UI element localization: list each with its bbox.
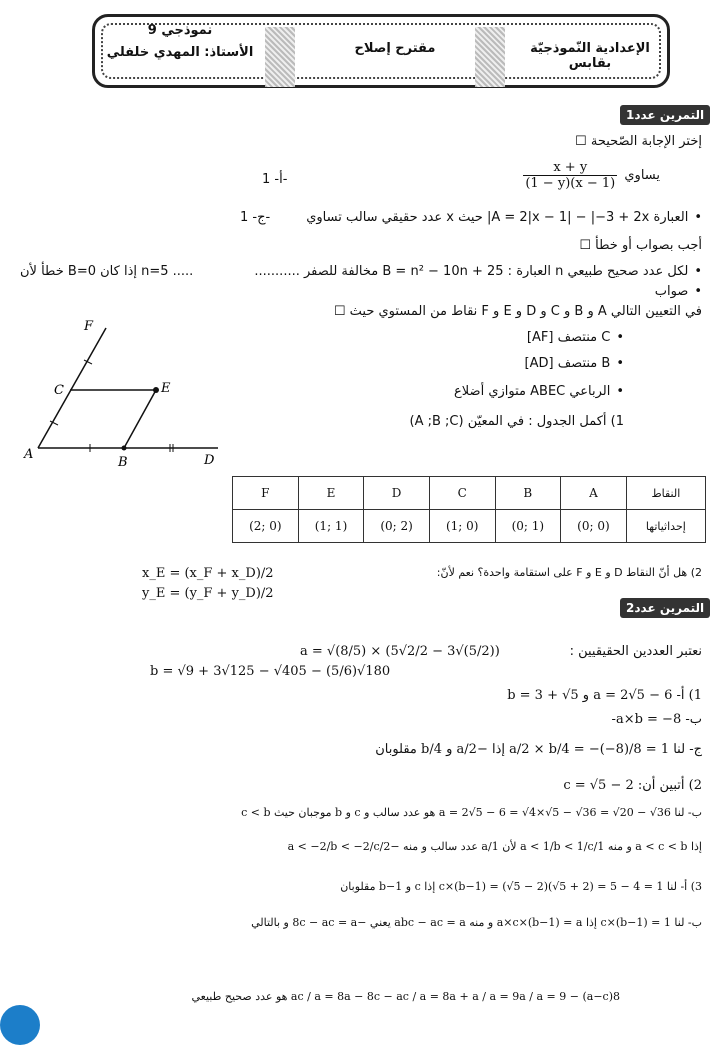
header-separator [265,27,295,87]
ex2-line-4: 2) أتبين أن: c = √5 − 2 [563,778,702,793]
xE-formula: x_E = (x_F + x_D)/2 [142,566,274,581]
table-row-label: إحداثياتها [626,510,705,543]
exercise-1-label: التمرين عدد1 [620,105,710,125]
table-cell: (2 ;0) [364,510,430,543]
table-cell: (1 ;0) [495,510,561,543]
label-F: F [84,319,94,334]
geo-item-2-text: B منتصف [AD] [524,356,611,371]
label-B: B [118,455,128,470]
coordinates-table [232,476,706,543]
choose-instruction: إختر الإجابة الصّحيحة ☐ [575,134,702,149]
ex2-line-5: ب- لنا a = 2√5 − 6 = √4×√5 − √36 = √20 − √36 هو عدد سالب و c و b موجبان حيث c < b [241,806,702,819]
table-header-cell: D [364,477,430,510]
table-header-cell: النقاط [626,477,705,510]
ex2-line-2: ب- a×b = −8- [611,712,702,727]
choose-text: إختر الإجابة الصّحيحة [590,134,702,149]
tf2-line [655,284,702,299]
q1-text: يساوي [624,168,660,183]
a-definition: a = √(8/5) × (5√2/2 − 3√(5/2)) [300,644,500,659]
geo-item-2 [525,356,624,371]
geo-intro-text: في التعيين التالي A و B و C و D و E و F نقاط من المستوي حيث [349,304,702,319]
q2-line [306,210,702,225]
geo-item-4: 1) أكمل الجدول : في المعيّن (A ;B ;C) [409,414,624,429]
point-E [153,387,159,393]
table-header-cell: E [298,477,364,510]
table-header-cell: B [495,477,561,510]
q2-answer: ج- 1- [240,210,271,225]
line-AF [38,328,106,448]
geo-item-3 [454,384,624,399]
geo-intro: في التعيين التالي A و B و C و D و E و F نقاط من المستوي حيث ☐ [333,304,702,319]
yE-formula: y_E = (y_F + y_D)/2 [142,586,274,601]
grade-label: 9 نموذجي [147,23,213,38]
ex2-intro: نعتبر العددين الحقيقيين : [569,644,702,659]
b-definition: b = √9 + 3√125 − √405 − (5/6)√180 [150,664,391,679]
corner-badge [0,1005,40,1045]
table-cell: (1 ;1) [298,510,364,543]
table-header-cell: A [561,477,627,510]
ex2-line-8: ب- لنا c×(b−1) = 1 إذا a×c×(b−1) = a و منه abc − ac = a يعني −8c − ac = a و بالتالي [251,916,702,929]
q2-alignment: 2) هل أنّ النقاط D و E و F على استقامة واحدة؟ نعم لأنّ: [436,566,702,579]
label-E: E [161,381,171,396]
tf1-answer: خطأ لأن B=0 إذا كان n=5 ..... [20,264,194,279]
table-header-cell: F [233,477,299,510]
header-box [92,14,670,88]
geo-item-3-text: الرباعي ABEC متوازي أضلاع [454,384,611,399]
ex2-line-9: 8(a−c) − ac / a = 8a − 8c − ac / a = 8a + a / a = 9a / a = 9 هو عدد صحيح طبيعي [191,990,620,1003]
ex2-line-1: 1) أ- a = 2√5 − 6 و b = 3 + √5 [507,688,702,703]
table-cell: (0 ;2) [233,510,299,543]
table-header-cell: C [429,477,495,510]
label-D: D [204,453,215,468]
tf2-answer: صواب [654,284,689,299]
teacher-name: الأستاذ: المهدي خلفلي [106,45,254,60]
exercise-2-label: التمرين عدد2 [620,598,710,618]
tf-text: أجب بصواب أو خطأ [595,238,702,253]
school-name: الإعدادية النّموذجيّة بقابس [530,41,650,71]
q1-line [520,160,660,191]
table-row-header [233,477,706,510]
tf1-line [254,264,702,279]
q1-denominator: (1 − x)(1 − y) [525,176,616,191]
segment-BE [124,390,156,448]
q2-text: العبارة A = 2|x − 1| − |−3 + 2x| حيث x عدد حقيقي سالب تساوي [306,210,689,225]
tf1-text: لكل عدد صحيح طبيعي n العبارة : B = n² − 10n + 25 مخالفة للصفر [304,264,689,279]
header-separator [475,27,505,87]
ex2-line-6: إذا a < c < b و منه 1/a < 1/b < 1/c لأن 1/a عدد سالب و منه −2/a < −2/b < −2/c [287,840,702,853]
tf1-dots: ........... [254,264,300,279]
geo-item-1 [527,330,624,345]
ex2-line-7: 3) أ- لنا c×(b−1) = (√5 − 2)(√5 + 2) = 5 − 4 = 1 إذا c و b−1 مقلوبان [340,880,702,893]
point-B [122,446,127,451]
label-A: A [24,447,34,462]
table-row-values [233,510,706,543]
q1-answer: أ- 1- [262,172,288,187]
ex2-line-3: ج- لنا a/2 × b/4 = −(−8)/8 = 1 إذا −a/2 و b/4 مقلوبان [375,742,702,757]
label-C: C [54,383,64,398]
geometry-figure [20,318,230,478]
table-cell: (0 ;0) [561,510,627,543]
q1-numerator: x + y [523,160,617,176]
doc-title: مقترح إصلاح [354,41,436,56]
geo-item-1-text: C منتصف [AF] [526,330,611,345]
tf-instruction: أجب بصواب أو خطأ ☐ [579,238,702,253]
table-cell: (0 ;1) [429,510,495,543]
